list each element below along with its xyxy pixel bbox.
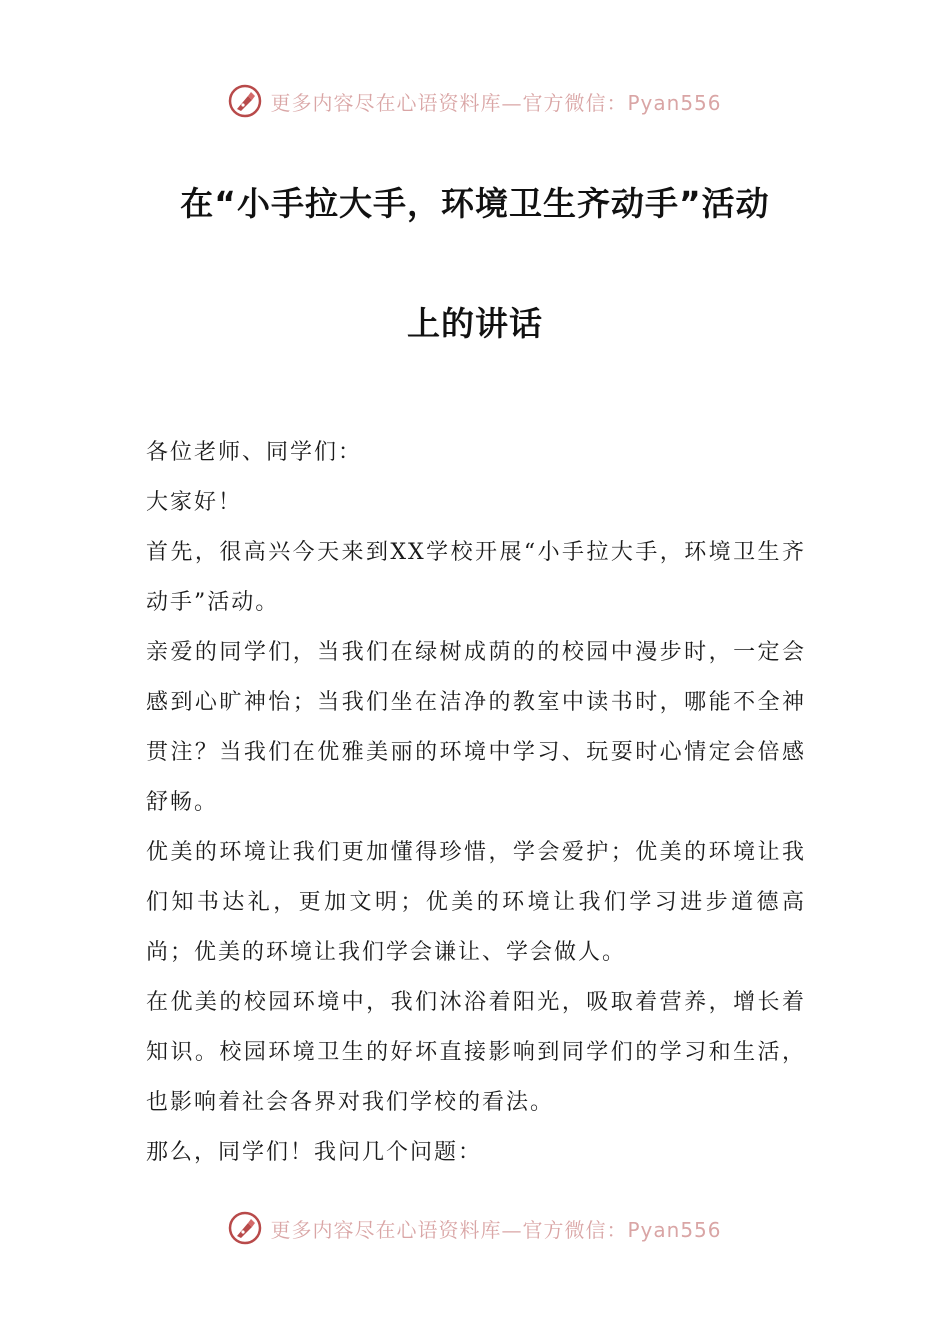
paragraph-questions: 那么，同学们！我问几个问题： (146, 1140, 483, 1165)
paragraph-campus-feelings: 亲爱的同学们，当我们在绿树成荫的的校园中漫步时，一定会感到心旷神怡；当我们坐在洁净的教室中读书时，哪能不全神贯注？当我们在优雅美丽的环境中学习、玩耍时心情定会倍感舒畅。 (146, 640, 806, 815)
header-watermark (0, 84, 950, 118)
pen-nib-circle-icon (228, 84, 262, 118)
watermark-text: 更多内容尽在心语资料库—官方微信：Pyan556 (270, 1217, 722, 1242)
paragraph-campus-environment: 在优美的校园环境中，我们沐浴着阳光，吸取着营养，增长着知识。校园环境卫生的好坏直接影响到同学们的学习和生活，也影响着社会各界对我们学校的看法。 (146, 990, 806, 1115)
paragraph-salutation: 各位老师、同学们： (146, 440, 363, 465)
paragraph-environment-benefits: 优美的环境让我们更加懂得珍惜，学会爱护；优美的环境让我们知书达礼，更加文明；优美的环境让我们学习进步道德高尚；优美的环境让我们学会谦让、学会做人。 (146, 840, 806, 965)
footer-watermark (0, 1211, 950, 1245)
pen-nib-circle-icon (228, 1211, 262, 1245)
speech-body (146, 428, 806, 1178)
watermark-wechat-id: Pyan556 (627, 1217, 722, 1242)
watermark-wechat-id: Pyan556 (627, 90, 722, 115)
watermark-text: 更多内容尽在心语资料库—官方微信：Pyan556 (270, 90, 722, 115)
document-title-line-1: 在“小手拉大手，环境卫生齐动手”活动 (180, 184, 770, 223)
paragraph-opening: 首先，很高兴今天来到XX学校开展“小手拉大手，环境卫生齐动手”活动。 (146, 540, 806, 615)
document-title-line-2: 上的讲话 (407, 304, 543, 343)
paragraph-greeting: 大家好！ (146, 490, 243, 515)
